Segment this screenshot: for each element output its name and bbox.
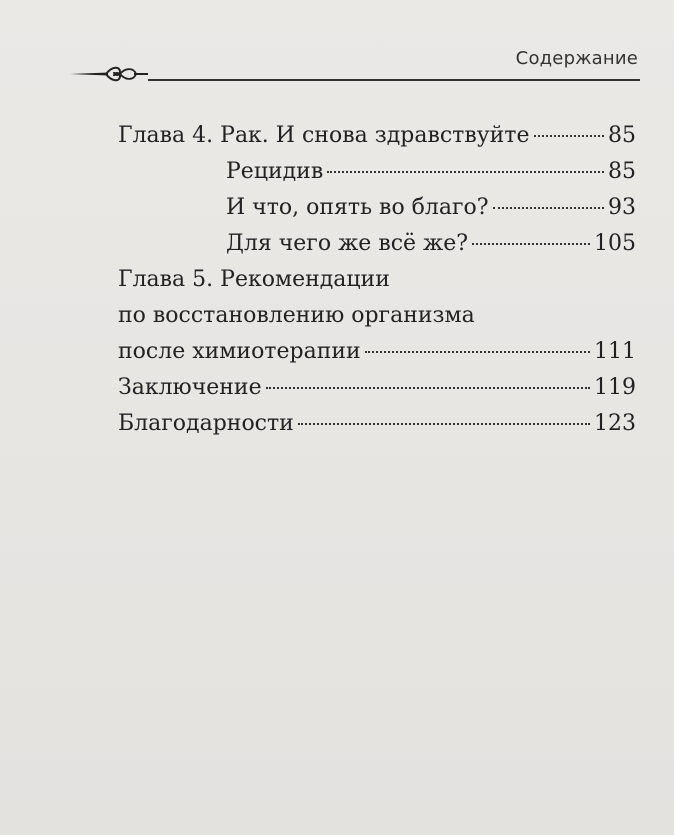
toc-entry-page: 85 xyxy=(608,123,636,148)
toc-entry-title: Благодарности xyxy=(118,411,294,436)
header-rule xyxy=(148,79,640,81)
ornament-icon xyxy=(68,62,148,86)
toc-entry-relapse xyxy=(118,154,636,190)
toc-entry-chapter-5-line-1: Глава 5. Рекомендации xyxy=(118,267,390,292)
toc-entry-title: Рецидив xyxy=(226,159,324,184)
dot-leader xyxy=(534,135,604,137)
toc-entry-conclusion xyxy=(118,370,636,406)
toc-entry-title: Заключение xyxy=(118,375,262,400)
toc-entry-title: И что, опять во благо? xyxy=(226,195,489,220)
toc-entry-page: 123 xyxy=(594,411,636,436)
toc-entry-chapter-5-line-2: по восстановлению организма xyxy=(118,303,475,328)
toc-entry-acknowledgements xyxy=(118,406,636,442)
toc-entry-page: 111 xyxy=(594,339,636,364)
toc-entry-page: 85 xyxy=(608,159,636,184)
toc-entry-title: Для чего же всё же? xyxy=(226,231,469,256)
toc-entry-page: 93 xyxy=(608,195,636,220)
toc-entry-page: 119 xyxy=(594,375,636,400)
toc-entry-chapter-5 xyxy=(118,334,636,370)
toc-entry-title: Глава 4. Рак. И снова здравствуйте xyxy=(118,123,530,148)
table-of-contents xyxy=(118,118,636,442)
toc-entry-title: после химиотерапии xyxy=(118,339,361,364)
toc-entry-page: 105 xyxy=(594,231,636,256)
dot-leader xyxy=(266,387,590,389)
dot-leader xyxy=(365,351,590,353)
dot-leader xyxy=(472,243,590,245)
running-head: Содержание xyxy=(515,48,638,69)
dot-leader xyxy=(493,207,604,209)
toc-entry-what-for xyxy=(118,226,636,262)
toc-entry-chapter-4 xyxy=(118,118,636,154)
dot-leader xyxy=(298,423,590,425)
dot-leader xyxy=(327,171,604,173)
toc-entry-for-good-again xyxy=(118,190,636,226)
